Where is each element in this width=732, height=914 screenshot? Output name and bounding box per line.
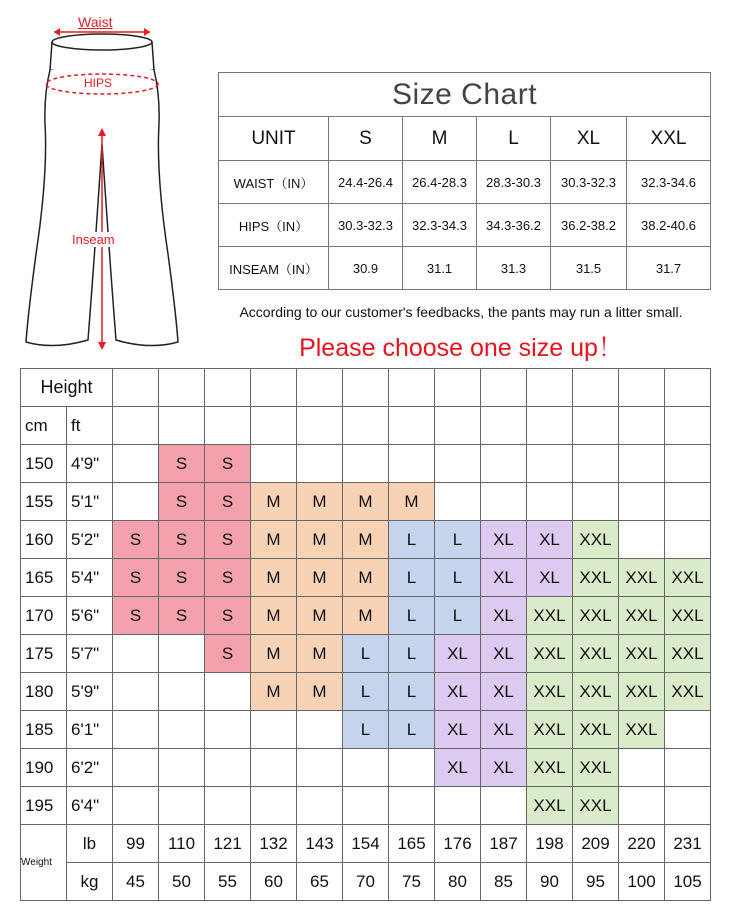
empty-cell bbox=[527, 407, 573, 445]
height-ft: 5'4" bbox=[67, 559, 113, 597]
weight-lb: 154 bbox=[343, 825, 389, 863]
height-ft: 6'2" bbox=[67, 749, 113, 787]
size-cell bbox=[205, 787, 251, 825]
size-cell bbox=[159, 787, 205, 825]
size-cell: XL bbox=[481, 711, 527, 749]
height-ft: 5'1" bbox=[67, 483, 113, 521]
size-cell: XXL bbox=[665, 559, 711, 597]
size-cell bbox=[435, 483, 481, 521]
height-cm: 165 bbox=[21, 559, 67, 597]
size-cell bbox=[665, 521, 711, 559]
size-cell: XXL bbox=[619, 711, 665, 749]
measurement-cell: 36.2-38.2 bbox=[551, 204, 627, 247]
size-cell: S bbox=[159, 521, 205, 559]
size-cell bbox=[573, 483, 619, 521]
waist-row bbox=[219, 161, 711, 204]
size-header: M bbox=[403, 117, 477, 161]
size-cell: M bbox=[251, 673, 297, 711]
size-cell: XXL bbox=[573, 749, 619, 787]
size-cell bbox=[481, 445, 527, 483]
size-cell: M bbox=[297, 635, 343, 673]
size-cell bbox=[343, 749, 389, 787]
size-cell: XXL bbox=[665, 597, 711, 635]
size-cell: M bbox=[297, 597, 343, 635]
weight-label: Weight bbox=[21, 825, 67, 901]
weight-kg: 60 bbox=[251, 863, 297, 901]
size-cell bbox=[251, 445, 297, 483]
measurement-cell: 30.9 bbox=[329, 247, 403, 290]
measurement-cell: 32.3-34.6 bbox=[627, 161, 711, 204]
empty-cell bbox=[343, 407, 389, 445]
size-cell: XL bbox=[481, 749, 527, 787]
size-cell: XXL bbox=[573, 787, 619, 825]
size-cell: XXL bbox=[527, 749, 573, 787]
weight-lb: 132 bbox=[251, 825, 297, 863]
empty-cell bbox=[481, 407, 527, 445]
size-cell: XXL bbox=[619, 635, 665, 673]
size-cell bbox=[251, 749, 297, 787]
size-cell bbox=[251, 711, 297, 749]
size-cell: XXL bbox=[573, 521, 619, 559]
size-cell bbox=[297, 445, 343, 483]
size-cell: XXL bbox=[573, 673, 619, 711]
unit-header-row bbox=[21, 407, 711, 445]
size-cell: S bbox=[205, 445, 251, 483]
height-cm: 150 bbox=[21, 445, 67, 483]
height-row bbox=[21, 787, 711, 825]
height-weight-grid bbox=[20, 368, 711, 901]
weight-kg: 105 bbox=[665, 863, 711, 901]
height-cm: 155 bbox=[21, 483, 67, 521]
empty-cell bbox=[205, 407, 251, 445]
height-row bbox=[21, 635, 711, 673]
size-cell bbox=[251, 787, 297, 825]
size-cell: M bbox=[251, 483, 297, 521]
size-cell: M bbox=[297, 673, 343, 711]
weight-lb: 220 bbox=[619, 825, 665, 863]
lb-label: lb bbox=[67, 825, 113, 863]
size-cell: XXL bbox=[573, 597, 619, 635]
feedback-note: According to our customer's feedbacks, the pants may run a litter small. bbox=[239, 304, 683, 320]
size-cell: XL bbox=[527, 521, 573, 559]
size-cell bbox=[435, 445, 481, 483]
weight-kg: 100 bbox=[619, 863, 665, 901]
size-cell: XL bbox=[481, 635, 527, 673]
size-cell bbox=[297, 787, 343, 825]
inseam-label: Inseam bbox=[72, 232, 115, 247]
height-header-row bbox=[21, 369, 711, 407]
empty-cell bbox=[435, 407, 481, 445]
hips-row bbox=[219, 204, 711, 247]
empty-cell bbox=[619, 369, 665, 407]
measurement-cell: 32.3-34.3 bbox=[403, 204, 477, 247]
measurement-cell: 26.4-28.3 bbox=[403, 161, 477, 204]
empty-cell bbox=[159, 407, 205, 445]
unit-header: UNIT bbox=[219, 117, 329, 161]
empty-cell bbox=[297, 407, 343, 445]
size-cell: XL bbox=[435, 749, 481, 787]
size-cell bbox=[113, 749, 159, 787]
weight-lb: 187 bbox=[481, 825, 527, 863]
height-cm: 180 bbox=[21, 673, 67, 711]
size-cell: XXL bbox=[527, 597, 573, 635]
size-cell: XL bbox=[481, 673, 527, 711]
empty-cell bbox=[619, 407, 665, 445]
height-row bbox=[21, 559, 711, 597]
size-cell bbox=[481, 787, 527, 825]
height-ft: 6'1" bbox=[67, 711, 113, 749]
weight-kg: 45 bbox=[113, 863, 159, 901]
height-ft: 5'9" bbox=[67, 673, 113, 711]
size-header: XXL bbox=[627, 117, 711, 161]
size-cell bbox=[205, 711, 251, 749]
waist-label: Waist bbox=[78, 14, 113, 30]
size-cell: L bbox=[435, 559, 481, 597]
size-cell: S bbox=[113, 597, 159, 635]
size-cell: XL bbox=[481, 521, 527, 559]
measurement-cell: 31.7 bbox=[627, 247, 711, 290]
size-cell: XL bbox=[435, 673, 481, 711]
size-cell bbox=[343, 445, 389, 483]
size-cell: XXL bbox=[619, 559, 665, 597]
size-cell: S bbox=[205, 483, 251, 521]
size-cell: S bbox=[159, 445, 205, 483]
size-cell: XXL bbox=[573, 711, 619, 749]
size-cell: L bbox=[389, 673, 435, 711]
size-cell: XXL bbox=[527, 673, 573, 711]
size-header: S bbox=[329, 117, 403, 161]
size-cell bbox=[665, 483, 711, 521]
height-ft: 5'6" bbox=[67, 597, 113, 635]
weight-lb: 143 bbox=[297, 825, 343, 863]
weight-lb: 165 bbox=[389, 825, 435, 863]
size-cell bbox=[297, 711, 343, 749]
size-cell bbox=[665, 445, 711, 483]
weight-lb: 198 bbox=[527, 825, 573, 863]
size-cell: XL bbox=[481, 559, 527, 597]
size-cell bbox=[205, 673, 251, 711]
empty-cell bbox=[113, 369, 159, 407]
size-cell: XL bbox=[435, 711, 481, 749]
size-cell bbox=[619, 483, 665, 521]
size-cell: L bbox=[343, 673, 389, 711]
weight-kg: 90 bbox=[527, 863, 573, 901]
row-label: HIPS（IN） bbox=[219, 204, 329, 247]
size-cell: S bbox=[113, 559, 159, 597]
weight-kg: 50 bbox=[159, 863, 205, 901]
size-cell: M bbox=[389, 483, 435, 521]
size-cell: S bbox=[205, 635, 251, 673]
size-cell: L bbox=[389, 635, 435, 673]
size-cell: M bbox=[297, 521, 343, 559]
size-cell bbox=[297, 749, 343, 787]
empty-cell bbox=[389, 407, 435, 445]
measurement-cell: 24.4-26.4 bbox=[329, 161, 403, 204]
size-cell bbox=[113, 711, 159, 749]
size-cell bbox=[619, 521, 665, 559]
empty-cell bbox=[527, 369, 573, 407]
height-ft: 5'7" bbox=[67, 635, 113, 673]
weight-kg: 95 bbox=[573, 863, 619, 901]
size-cell bbox=[113, 445, 159, 483]
height-row bbox=[21, 445, 711, 483]
weight-kg: 80 bbox=[435, 863, 481, 901]
height-cm: 175 bbox=[21, 635, 67, 673]
size-cell: L bbox=[343, 711, 389, 749]
ft-header: ft bbox=[67, 407, 113, 445]
measurement-cell: 31.5 bbox=[551, 247, 627, 290]
measurement-cell: 31.3 bbox=[477, 247, 551, 290]
size-cell bbox=[159, 673, 205, 711]
size-cell bbox=[113, 635, 159, 673]
empty-cell bbox=[343, 369, 389, 407]
size-up-note: Please choose one size up！ bbox=[299, 334, 623, 362]
size-cell: S bbox=[159, 597, 205, 635]
weight-lb: 121 bbox=[205, 825, 251, 863]
size-cell: M bbox=[343, 597, 389, 635]
height-ft: 5'2" bbox=[67, 521, 113, 559]
empty-cell bbox=[573, 369, 619, 407]
size-cell: M bbox=[251, 521, 297, 559]
size-cell: XL bbox=[527, 559, 573, 597]
size-cell: XXL bbox=[527, 635, 573, 673]
size-cell: XXL bbox=[665, 673, 711, 711]
size-cell bbox=[527, 483, 573, 521]
size-cell bbox=[159, 635, 205, 673]
empty-cell bbox=[113, 407, 159, 445]
size-cell bbox=[159, 711, 205, 749]
size-cell bbox=[389, 749, 435, 787]
size-cell: M bbox=[343, 559, 389, 597]
weight-kg: 65 bbox=[297, 863, 343, 901]
cm-header: cm bbox=[21, 407, 67, 445]
height-row bbox=[21, 749, 711, 787]
size-cell: M bbox=[297, 483, 343, 521]
size-cell: M bbox=[251, 597, 297, 635]
size-header: L bbox=[477, 117, 551, 161]
size-cell: S bbox=[205, 521, 251, 559]
size-cell bbox=[343, 787, 389, 825]
size-cell bbox=[665, 749, 711, 787]
height-header: Height bbox=[21, 369, 113, 407]
size-cell bbox=[619, 445, 665, 483]
inseam-row bbox=[219, 247, 711, 290]
size-chart-table bbox=[218, 72, 711, 290]
height-cm: 160 bbox=[21, 521, 67, 559]
weight-kg: 85 bbox=[481, 863, 527, 901]
empty-cell bbox=[573, 407, 619, 445]
empty-cell bbox=[665, 407, 711, 445]
size-cell bbox=[619, 787, 665, 825]
height-cm: 190 bbox=[21, 749, 67, 787]
row-label: INSEAM（IN） bbox=[219, 247, 329, 290]
size-cell bbox=[665, 711, 711, 749]
row-label: WAIST（IN） bbox=[219, 161, 329, 204]
weight-lb: 99 bbox=[113, 825, 159, 863]
measurement-cell: 30.3-32.3 bbox=[329, 204, 403, 247]
weight-lb: 110 bbox=[159, 825, 205, 863]
size-cell bbox=[527, 445, 573, 483]
size-cell: L bbox=[389, 711, 435, 749]
size-cell: XXL bbox=[573, 559, 619, 597]
size-cell bbox=[573, 445, 619, 483]
size-cell: M bbox=[343, 483, 389, 521]
measurement-cell: 28.3-30.3 bbox=[477, 161, 551, 204]
height-row bbox=[21, 673, 711, 711]
measurement-cell: 38.2-40.6 bbox=[627, 204, 711, 247]
weight-kg: 70 bbox=[343, 863, 389, 901]
size-cell: L bbox=[435, 597, 481, 635]
weight-lb: 209 bbox=[573, 825, 619, 863]
height-ft: 4'9" bbox=[67, 445, 113, 483]
empty-cell bbox=[159, 369, 205, 407]
measurement-cell: 31.1 bbox=[403, 247, 477, 290]
size-cell: S bbox=[205, 597, 251, 635]
size-cell: M bbox=[343, 521, 389, 559]
size-cell bbox=[113, 673, 159, 711]
empty-cell bbox=[251, 407, 297, 445]
empty-cell bbox=[297, 369, 343, 407]
empty-cell bbox=[389, 369, 435, 407]
size-cell: XXL bbox=[665, 635, 711, 673]
size-cell bbox=[389, 787, 435, 825]
empty-cell bbox=[481, 369, 527, 407]
size-cell: XXL bbox=[619, 597, 665, 635]
hips-label: HIPS bbox=[84, 76, 113, 90]
size-cell bbox=[205, 749, 251, 787]
size-cell: L bbox=[435, 521, 481, 559]
size-cell: L bbox=[343, 635, 389, 673]
height-cm: 185 bbox=[21, 711, 67, 749]
height-row bbox=[21, 597, 711, 635]
height-cm: 195 bbox=[21, 787, 67, 825]
weight-lb: 176 bbox=[435, 825, 481, 863]
size-cell bbox=[389, 445, 435, 483]
measurement-cell: 34.3-36.2 bbox=[477, 204, 551, 247]
size-cell: XXL bbox=[527, 711, 573, 749]
size-cell: S bbox=[205, 559, 251, 597]
pants-illustration bbox=[14, 14, 192, 354]
height-row bbox=[21, 711, 711, 749]
size-cell bbox=[619, 749, 665, 787]
weight-kg-row bbox=[21, 863, 711, 901]
size-cell: S bbox=[159, 483, 205, 521]
size-cell: M bbox=[251, 559, 297, 597]
size-cell bbox=[113, 483, 159, 521]
pants-diagram bbox=[14, 14, 192, 354]
kg-label: kg bbox=[67, 863, 113, 901]
size-cell: XXL bbox=[573, 635, 619, 673]
size-cell: M bbox=[297, 559, 343, 597]
empty-cell bbox=[205, 369, 251, 407]
size-header: XL bbox=[551, 117, 627, 161]
size-cell bbox=[665, 787, 711, 825]
size-cell: L bbox=[389, 597, 435, 635]
weight-lb-row bbox=[21, 825, 711, 863]
weight-kg: 55 bbox=[205, 863, 251, 901]
height-row bbox=[21, 483, 711, 521]
size-cell: XXL bbox=[619, 673, 665, 711]
empty-cell bbox=[251, 369, 297, 407]
weight-kg: 75 bbox=[389, 863, 435, 901]
size-cell: XXL bbox=[527, 787, 573, 825]
size-cell: XL bbox=[481, 597, 527, 635]
size-cell: S bbox=[159, 559, 205, 597]
height-row bbox=[21, 521, 711, 559]
measurement-cell: 30.3-32.3 bbox=[551, 161, 627, 204]
size-cell bbox=[481, 483, 527, 521]
height-cm: 170 bbox=[21, 597, 67, 635]
size-cell: L bbox=[389, 521, 435, 559]
size-cell: S bbox=[113, 521, 159, 559]
size-cell: M bbox=[251, 635, 297, 673]
size-cell bbox=[113, 787, 159, 825]
size-cell bbox=[435, 787, 481, 825]
size-cell: XL bbox=[435, 635, 481, 673]
height-ft: 6'4" bbox=[67, 787, 113, 825]
size-chart-title: Size Chart bbox=[219, 73, 711, 117]
weight-lb: 231 bbox=[665, 825, 711, 863]
size-cell: L bbox=[389, 559, 435, 597]
size-cell bbox=[159, 749, 205, 787]
empty-cell bbox=[665, 369, 711, 407]
empty-cell bbox=[435, 369, 481, 407]
